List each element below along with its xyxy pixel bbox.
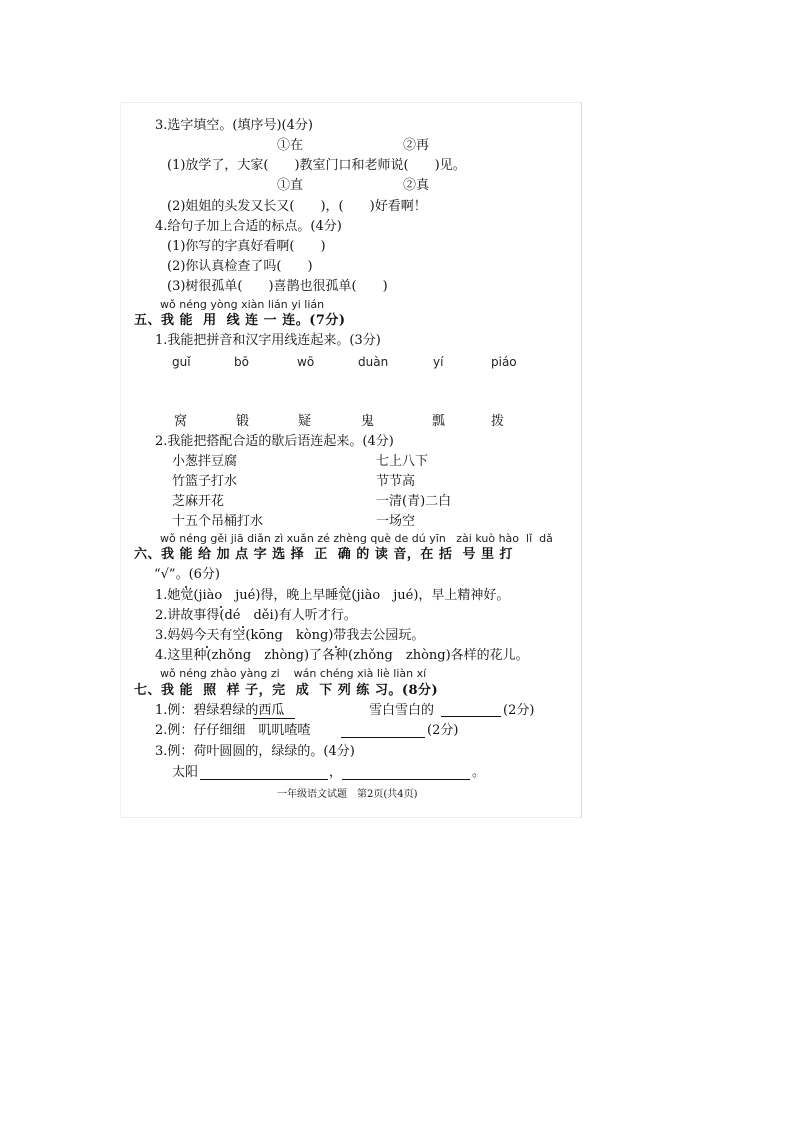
idiom-right: 一清(青)二白 — [376, 494, 452, 509]
underline-mark — [253, 715, 295, 719]
section-5-pinyin: wǒ néng yòng xiàn lián yi lián — [160, 298, 325, 311]
s7-q1-score: (2分) — [503, 703, 535, 718]
q4-item-3: (3)树很孤单( )喜鹊也很孤单( ) — [167, 279, 388, 294]
q3-line-1: (1)放学了，大家( )教室门口和老师说( )见。 — [167, 158, 466, 173]
emphasis-dot — [206, 646, 208, 648]
q4-item-2: (2)你认真检查了吗( ) — [167, 259, 313, 274]
idiom-left: 十五个吊桶打水 — [172, 514, 264, 529]
emphasis-dot — [220, 606, 222, 608]
emphasis-dot — [185, 586, 187, 588]
answer-blank[interactable] — [441, 704, 501, 717]
pinyin-option: duàn — [358, 355, 389, 369]
emphasis-dot — [335, 646, 337, 648]
s7-q2-score: (2分) — [427, 723, 459, 738]
s5-q2: 2.我能把搭配合适的歇后语连起来。(4分) — [155, 434, 394, 449]
section-6-title-cont: “√”。(6分) — [154, 567, 220, 582]
q3-title: 3.选字填空。(填序号)(4分) — [155, 118, 313, 133]
s7-q2-example: 2.例：仔仔细细 叽叽喳喳 — [155, 723, 311, 738]
section-5-title: 五、我 能 用 线 连 一 连。(7分) — [134, 313, 346, 328]
s7-q3-comma: ， — [329, 765, 343, 780]
s7-q1-prompt: 雪白雪白的 — [369, 703, 435, 718]
q3-line-2: (2)姐姐的头发又长又( )，( )好看啊！ — [167, 199, 427, 214]
page-footer: 一年级语文试题 第2页(共4页) — [277, 789, 418, 800]
s6-item-4: 4.这里种(zhǒng zhòng)了各种(zhǒng zhòng)各样的花儿。 — [155, 648, 529, 663]
pinyin-option: bō — [234, 355, 249, 369]
hanzi-option: 鬼 — [361, 414, 375, 429]
s7-q1-example: 1.例：碧绿碧绿的西瓜 — [155, 703, 285, 718]
emphasis-dot — [342, 586, 344, 588]
q3-option-1a: ①在 — [277, 138, 304, 153]
s7-q3-subject: 太阳 — [172, 765, 199, 780]
hanzi-option: 锻 — [236, 414, 250, 429]
section-6-title: 六、我 能 给 加 点 字 选 择 正 确 的 读 音，在 括 号 里 打 — [134, 547, 513, 562]
pinyin-option: yí — [433, 355, 444, 369]
q3-option-2b: ②真 — [403, 178, 430, 193]
section-6-pinyin: wǒ néng gěi jiā diǎn zì xuǎn zé zhèng què de dú yīn zài kuò hào lǐ dǎ — [160, 532, 553, 545]
answer-blank[interactable] — [342, 767, 470, 780]
hanzi-option: 窝 — [174, 414, 188, 429]
section-7-pinyin: wǒ néng zhào yàng zi wán chéng xià liè liàn xí — [160, 667, 427, 680]
idiom-left: 小葱拌豆腐 — [172, 454, 238, 469]
q4-item-1: (1)你写的字真好看啊( ) — [167, 239, 326, 254]
section-7-title: 七、我 能 照 样 子，完 成 下 列 练 习。(8分) — [134, 683, 439, 698]
q3-option-2a: ①直 — [277, 178, 304, 193]
q4-title: 4.给句子加上合适的标点。(4分) — [155, 219, 342, 234]
emphasis-dot — [242, 626, 244, 628]
pinyin-option: wō — [297, 355, 315, 369]
s6-item-3: 3.妈妈今天有空(kōng kòng)带我去公园玩。 — [155, 628, 425, 643]
s7-q3: 3.例：荷叶圆圆的，绿绿的。(4分) — [155, 744, 355, 759]
idiom-left: 芝麻开花 — [172, 494, 225, 509]
answer-blank[interactable] — [341, 725, 425, 738]
q3-option-1b: ②再 — [403, 138, 430, 153]
pinyin-option: piáo — [491, 355, 517, 369]
idiom-right: 七上八下 — [376, 454, 429, 469]
s6-item-1: 1.她觉(jiào jué)得，晚上早睡觉(jiào jué)，早上精神好。 — [155, 588, 510, 603]
pinyin-option: guǐ — [172, 355, 191, 369]
hanzi-option: 拨 — [491, 414, 505, 429]
s7-q3-period: 。 — [472, 765, 486, 780]
idiom-right: 一场空 — [376, 514, 416, 529]
idiom-right: 节节高 — [376, 474, 416, 489]
idiom-left: 竹篮子打水 — [172, 474, 238, 489]
hanzi-option: 瓢 — [432, 414, 446, 429]
answer-blank[interactable] — [200, 767, 328, 780]
hanzi-option: 疑 — [298, 414, 312, 429]
s6-item-2: 2.讲故事得(dé děi)有人听才行。 — [155, 608, 357, 623]
s5-q1: 1.我能把拼音和汉字用线连起来。(3分) — [155, 333, 381, 348]
